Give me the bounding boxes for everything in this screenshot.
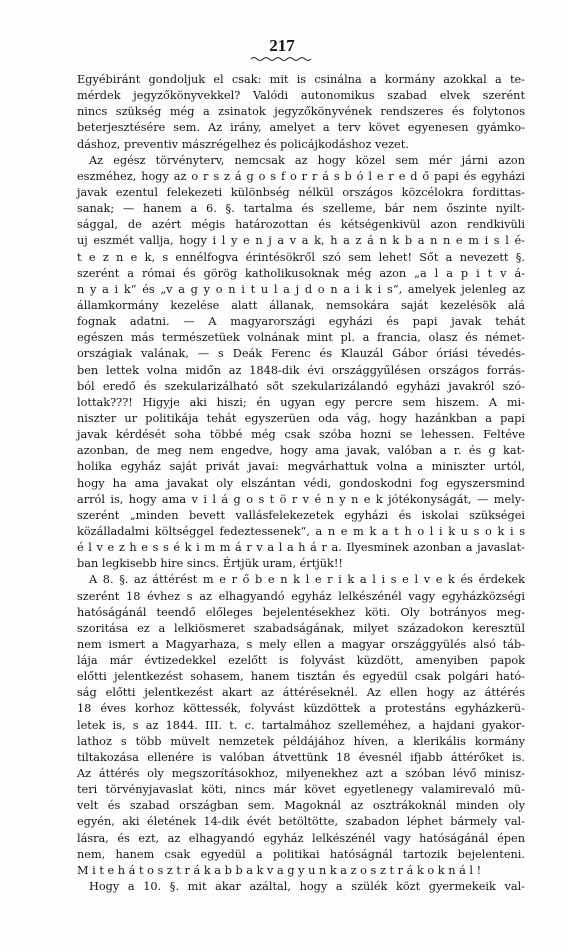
text-line: ben lettek volna midőn az 1848-dik évi országgyűlésen országos forrás-: [77, 363, 525, 377]
text-line: eszméhez, hogy az o r s z á g o s f o r r á s b ó l e r e d ő papi és egyházi: [77, 169, 525, 183]
text-line: hatóságánál teendő előleges bejelentésekhez köti. Oly botrányos meg-: [77, 605, 525, 619]
text-line: beterjesztésére sem. Az irány, amelyet a terv követ egyenesen gyámko-: [77, 121, 525, 135]
text-line: dáshoz, preventiv mászrégelhez és policájkodáshoz vezet.: [77, 137, 409, 151]
text-line: hogy ha ama javakat oly elszántan védi, gondoskodni fog egyszersmind: [77, 476, 525, 490]
text-line: nem, hanem csak egyedül a politikai hatóságnál tartozik bejelenteni.: [77, 847, 525, 861]
text-line: Az áttérés oly megszorításokhoz, milyenekhez azt a szóban lévő minisz-: [77, 767, 525, 781]
text-line: mérdek jegyzőkönyvekkel? Valódi autonomikus szabad elvek szerént: [77, 89, 525, 103]
text-line: é l v e z h e s s é k i m m á r v a l a h á r a. Ilyesminek azonban a javaslat-: [77, 541, 525, 555]
text-line: letek is, s az 1844. III. t. c. tartalmához szelleméhez, a hajdani gyakor-: [77, 718, 525, 732]
text-line: egyén, aki életének 14-dik évét betöltötte, szabadon léphet bármely val-: [77, 815, 525, 829]
text-line: nincs szükség még a zsinatok jegyzőkönyvének rendszeres és folytonos: [77, 105, 525, 119]
text-line: javak ezentul felekezeti különbség nélkül országos közcélokra fordittas-: [77, 185, 525, 199]
text-line: uj eszmét vallja, hogy i l y e n j a v a k, h a z á n k b a n n e m i s l é-: [77, 234, 525, 248]
text-line: lásra, és ezt, az elhagyandó egyház lelkészénél vagy hatóságánál épen: [77, 831, 525, 845]
text-line: ból eredő és szekularizálható sőt szekularizálandó egyházi javakról szó-: [77, 379, 525, 393]
body-text: [77, 72, 525, 895]
text-line: sanak; — hanem a 6. §. tartalma és szelleme, bár nem őszinte nyilt-: [77, 202, 525, 216]
text-line: teri törvényjavaslat köti, nincs már követ egyetlenegy valamirevaló mü-: [77, 783, 525, 797]
text-line: egészen más természetüek volnának mint pl. a francia, olasz és német-: [77, 331, 525, 345]
text-line: szoritása ez a lelkiösmeret szabadságának, milyet századokon keresztül: [77, 621, 525, 635]
text-line: azonban, de meg nem engedve, hogy ama javak, valóban a r. és g kat-: [77, 444, 525, 458]
text-line: ság előtti jelentkezést akart az áttéréseknél. Az ellen hogy az áttérés: [77, 686, 525, 700]
text-line: szerént „minden bevett vallásfelekezetek egyházi és iskolai szükségei: [77, 508, 525, 522]
text-line: holika egyház saját privát javai: megvárhattuk volna a miniszter urtól,: [77, 460, 525, 474]
text-line: velt és szabad országban sem. Magoknál az osztrákoknál minden oly: [77, 799, 525, 813]
text-line: fognak adatni. — A magyarországi egyházi és papi javak tehát: [77, 315, 525, 329]
text-line: Egyébiránt gondoljuk el csak: mit is csinálna a kormány azokkal a te-: [77, 73, 525, 86]
text-line: ban legkisebb hire sincs. Értjük uram, értjük!!: [77, 557, 343, 571]
text-line: sággal, de azért mégis határozottan és kétségenkivül azon rendkivüli: [77, 218, 525, 232]
text-line: javak kérdését soha többé még csak szóba hozni se lehessen. Feltéve: [77, 428, 525, 442]
text-line: t e z n e k, s ennélfogva érintésökről szó sem lehet! Sőt a nevezett §.: [77, 250, 525, 264]
text-line: államkormány kezelése alatt állanak, nemsokára saját kezelésök alá: [77, 298, 525, 312]
text-line: n y a i k“ és „v a g y o n i t u l a j d o n a i k i s“, amelyek jelenleg az: [77, 282, 525, 296]
text-line: Az egész törvényterv, nemcsak az hogy közel sem mér járni azon: [89, 153, 525, 167]
text-line: szerént 18 évhez s az elhagyandó egyház lelkészénél vagy egyházközségi: [77, 589, 525, 603]
text-line: lathoz s több müvelt nemzetek példájához híven, a klerikális kormány: [77, 734, 525, 748]
text-line: közálladalmi költséggel fedeztessenek“, a n e m k a t h o l i k u s o k i s: [77, 524, 525, 538]
text-line: 18 éves korhoz köttessék, folyvást küzdöttek a protestáns egyházkerü-: [77, 702, 525, 716]
text-line: országiak valának, — s Deák Ferenc és Klauzál Gábor óriási tévedés-: [77, 347, 525, 361]
text-line: A 8. §. az áttérést m e r ő b e n k l e r i k a l i s e l v e k és érdekek: [89, 573, 525, 587]
text-line: előtti jelentkezést sohasem, hanem tisztán és egyedül csak polgári ható-: [77, 670, 525, 684]
text-line: nem ismert a Magyarhaza, s mely ellen a magyar országgyülés alsó táb-: [77, 637, 525, 651]
text-line: szerént a római és görög katholikusoknak még azon „a l a p i t v á-: [77, 266, 525, 280]
text-line: tiltakozása ellenére is valóban átvettünk 18 évesnél ifjabb áttérőket is.: [77, 750, 525, 764]
page-number: 217: [269, 36, 295, 55]
ornamental-rule-icon: [250, 55, 314, 63]
text-line: lája már évtizedekkel ezelőtt is folyvást küzdött, amenyiben papok: [77, 654, 525, 668]
text-line: niszter ur politikája tehát egyszerüen oda vág, hogy hazánkban a papi: [77, 411, 525, 425]
text-line: lottak???! Higyje aki hiszi; én ugyan egy percre sem hiszem. A mi-: [77, 395, 525, 409]
text-line: Hogy a 10. §. mit akar azáltal, hogy a szülék közt gyermekeik val-: [89, 880, 525, 894]
text-line: M i t e h á t o s z t r á k a b b a k v a g y u n k a z o s z t r á k o k n á l !: [77, 863, 482, 877]
text-line: arról is, hogy ama v i l á g o s t ö r v é n y n e k jótékonyságát, — mely-: [77, 492, 525, 506]
